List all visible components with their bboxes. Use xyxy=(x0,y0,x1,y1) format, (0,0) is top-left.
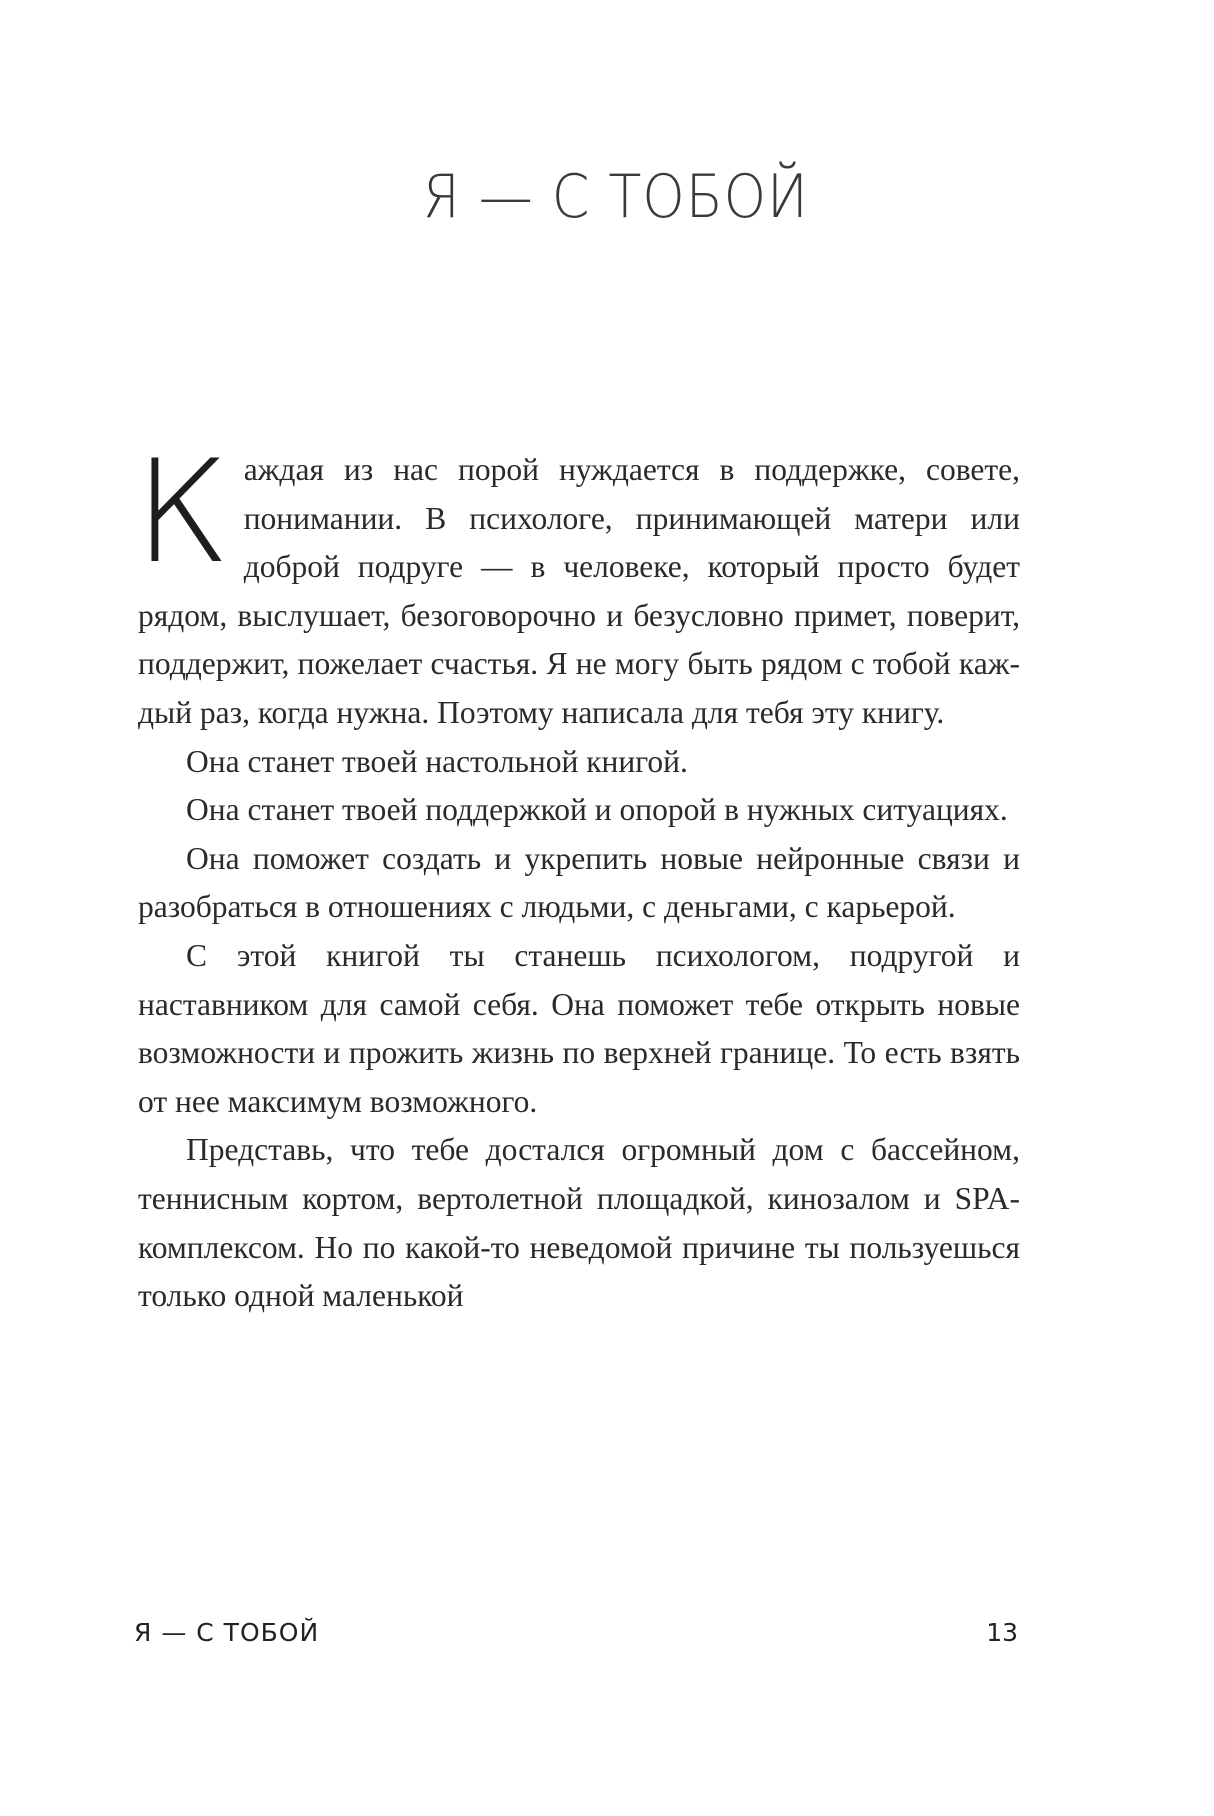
paragraph-6: Представь, что тебе достался огромный дом с бассейном, теннисным кортом, вертолетной площадкой, кинозалом и SPA-комплексом. Но по какой-то неведомой причине ты пользуешься только одной маленькой xyxy=(138,1132,1020,1314)
paragraph-3: Она станет твоей поддержкой и опорой в нужных ситуациях. xyxy=(186,792,1008,828)
page-number: 13 xyxy=(986,1618,1018,1647)
paragraph-4: Она поможет создать и укрепить новые нейронные связи и разобраться в отношениях с людьми, с деньгами, с карьерой. xyxy=(138,840,1020,925)
paragraph-2: Она станет твоей настольной книгой. xyxy=(186,743,688,779)
paragraph-1-text: аждая из нас порой нуждается в поддержке, совете, понимании. В психологе, принимающей матери или доброй подруге — в человеке, который просто будет рядом, выслушает, безоговорочно и безусловно примет, поверит, поддержит, пожелает счастья. Я не могу быть рядом с тобой каждый раз, когда нужна. Поэтому написала для тебя эту книгу. xyxy=(138,452,1020,730)
paragraph-5: С этой книгой ты станешь психологом, подругой и наставником для самой себя. Она поможет тебе открыть новые возможности и прожить жизнь по верхней границе. То есть взять от нее максимум возможного. xyxy=(138,937,1020,1119)
drop-cap: К xyxy=(134,430,230,595)
chapter-title: Я — С ТОБОЙ xyxy=(422,162,809,232)
body-text xyxy=(134,430,1020,1321)
paragraph-1 xyxy=(134,430,1020,738)
running-title: Я — С ТОБОЙ xyxy=(134,1618,320,1647)
